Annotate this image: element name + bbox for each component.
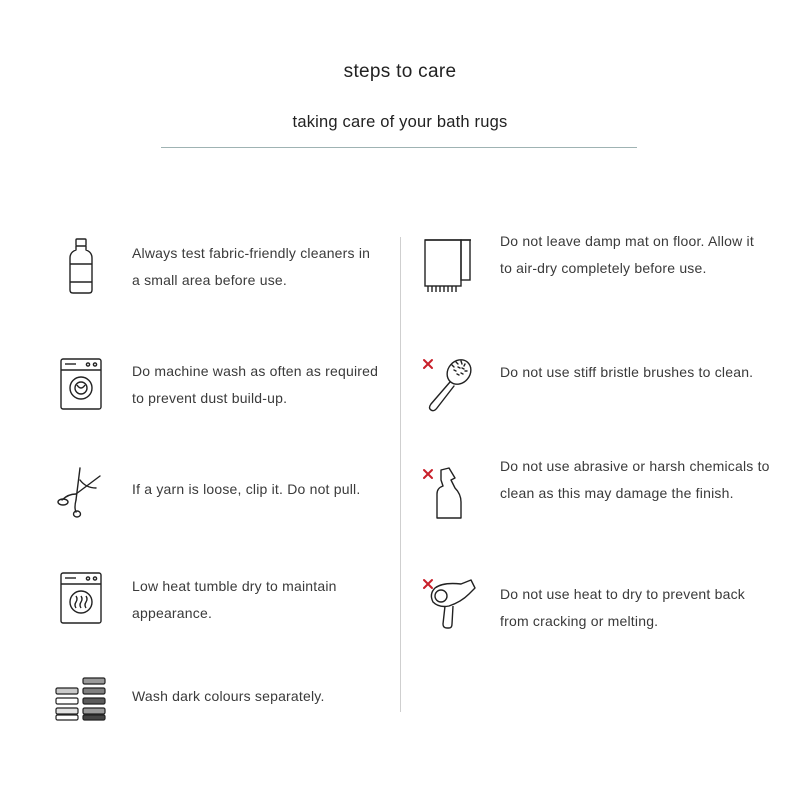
scissors-icon — [56, 466, 104, 518]
care-step-text: If a yarn is loose, clip it. Do not pull. — [132, 481, 361, 497]
care-step-text: Do not leave damp mat on floor. Allow it to air-dry completely before use. — [500, 233, 754, 276]
care-step-text: Do machine wash as often as required to prevent dust build-up. — [132, 363, 379, 406]
care-step-text: Always test fabric-friendly cleaners in a small area before use. — [132, 245, 371, 288]
tumble-dryer-icon — [60, 572, 102, 624]
page-subtitle: taking care of your bath rugs — [292, 113, 508, 131]
separate-colours-icon — [55, 677, 109, 721]
care-step-text: Wash dark colours separately. — [132, 688, 325, 704]
washing-machine-icon — [60, 358, 102, 410]
header-divider — [161, 147, 637, 148]
column-divider — [400, 237, 401, 712]
hair-dryer-icon — [421, 576, 477, 632]
prohibited-mark-icon — [424, 360, 432, 368]
brush-icon — [421, 356, 477, 412]
prohibited-mark-icon — [424, 580, 432, 588]
care-step-text: Do not use stiff bristle brushes to clean. — [500, 364, 754, 380]
page-title: steps to care — [343, 61, 457, 82]
chemical-bottle-icon — [421, 466, 469, 522]
care-step-text: Do not use abrasive or harsh chemicals to clean as this may damage the finish. — [500, 458, 770, 501]
care-step-text: Do not use heat to dry to prevent back from cracking or melting. — [500, 586, 745, 629]
towel-icon — [423, 238, 473, 294]
prohibited-mark-icon — [424, 470, 432, 478]
bottle-icon — [66, 238, 96, 294]
care-step-text: Low heat tumble dry to maintain appearance. — [132, 578, 337, 621]
